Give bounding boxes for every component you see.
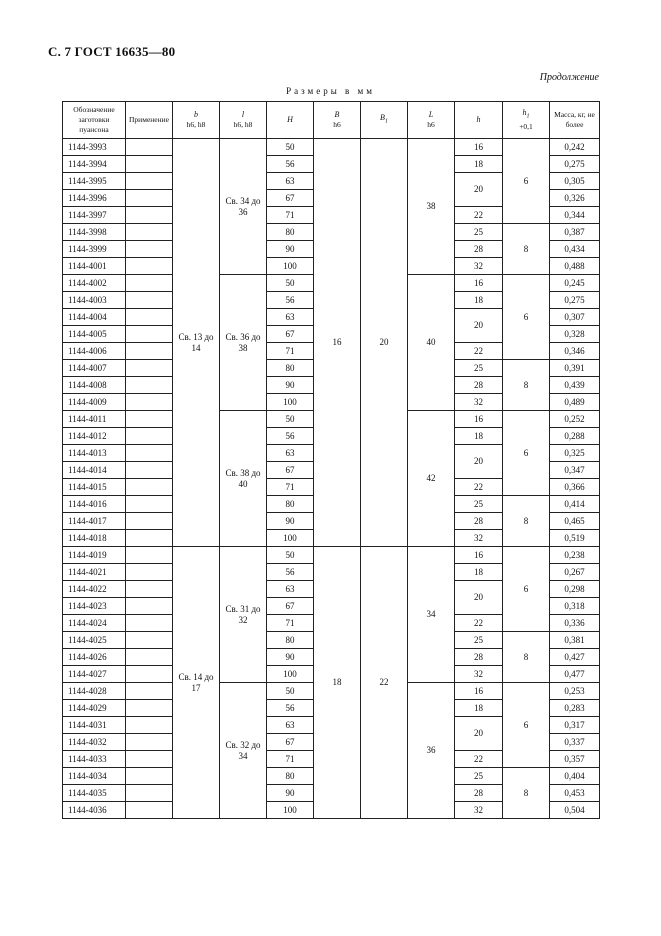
cell-designation: 1144-4029 (63, 700, 126, 717)
cell-h: 20 (455, 309, 503, 343)
cell-application (126, 275, 173, 292)
cell-application (126, 734, 173, 751)
cell-designation: 1144-4012 (63, 428, 126, 445)
cell-h1: 8 (503, 360, 550, 411)
cell-H: 90 (267, 785, 314, 802)
cell-l: Св. 34 до 36 (220, 139, 267, 275)
header-l: l h6, h8 (220, 102, 267, 139)
cell-B: 18 (314, 547, 361, 819)
cell-H: 63 (267, 581, 314, 598)
cell-l: Св. 38 до 40 (220, 411, 267, 547)
cell-h1: 8 (503, 632, 550, 683)
cell-H: 56 (267, 564, 314, 581)
cell-h1: 8 (503, 768, 550, 819)
cell-h: 28 (455, 513, 503, 530)
cell-H: 63 (267, 717, 314, 734)
cell-H: 80 (267, 360, 314, 377)
header-application: Применение (126, 102, 173, 139)
cell-designation: 1144-4027 (63, 666, 126, 683)
cell-application (126, 649, 173, 666)
cell-application (126, 241, 173, 258)
cell-mass: 0,305 (550, 173, 600, 190)
cell-h: 20 (455, 173, 503, 207)
cell-designation: 1144-3997 (63, 207, 126, 224)
cell-application (126, 207, 173, 224)
cell-H: 67 (267, 326, 314, 343)
cell-H: 63 (267, 309, 314, 326)
cell-H: 80 (267, 224, 314, 241)
cell-application (126, 224, 173, 241)
cell-mass: 0,347 (550, 462, 600, 479)
cell-H: 100 (267, 394, 314, 411)
cell-mass: 0,453 (550, 785, 600, 802)
cell-L: 34 (408, 547, 455, 683)
cell-mass: 0,253 (550, 683, 600, 700)
cell-designation: 1144-4006 (63, 343, 126, 360)
cell-application (126, 139, 173, 156)
cell-designation: 1144-4022 (63, 581, 126, 598)
cell-designation: 1144-4023 (63, 598, 126, 615)
cell-mass: 0,288 (550, 428, 600, 445)
cell-application (126, 598, 173, 615)
cell-application (126, 445, 173, 462)
cell-application (126, 428, 173, 445)
cell-mass: 0,275 (550, 156, 600, 173)
cell-mass: 0,381 (550, 632, 600, 649)
cell-designation: 1144-4035 (63, 785, 126, 802)
cell-h: 16 (455, 411, 503, 428)
cell-application (126, 360, 173, 377)
cell-H: 67 (267, 462, 314, 479)
cell-h1: 6 (503, 275, 550, 360)
cell-H: 67 (267, 190, 314, 207)
table-body (63, 139, 600, 819)
cell-designation: 1144-4001 (63, 258, 126, 275)
cell-h1: 8 (503, 496, 550, 547)
cell-mass: 0,326 (550, 190, 600, 207)
cell-mass: 0,238 (550, 547, 600, 564)
cell-mass: 0,336 (550, 615, 600, 632)
cell-application (126, 292, 173, 309)
cell-mass: 0,245 (550, 275, 600, 292)
cell-application (126, 394, 173, 411)
cell-H: 50 (267, 411, 314, 428)
cell-mass: 0,252 (550, 411, 600, 428)
cell-H: 50 (267, 547, 314, 564)
cell-designation: 1144-4019 (63, 547, 126, 564)
cell-b: Св. 14 до 17 (173, 547, 220, 819)
cell-mass: 0,404 (550, 768, 600, 785)
cell-application (126, 309, 173, 326)
cell-H: 80 (267, 632, 314, 649)
cell-mass: 0,317 (550, 717, 600, 734)
table-row (63, 139, 600, 156)
cell-h: 32 (455, 666, 503, 683)
cell-application (126, 547, 173, 564)
cell-H: 63 (267, 173, 314, 190)
cell-designation: 1144-3996 (63, 190, 126, 207)
cell-mass: 0,519 (550, 530, 600, 547)
cell-designation: 1144-3998 (63, 224, 126, 241)
cell-B1: 20 (361, 139, 408, 547)
cell-H: 100 (267, 666, 314, 683)
cell-mass: 0,489 (550, 394, 600, 411)
cell-l: Св. 31 до 32 (220, 547, 267, 683)
cell-application (126, 326, 173, 343)
cell-mass: 0,465 (550, 513, 600, 530)
cell-application (126, 802, 173, 819)
cell-application (126, 581, 173, 598)
cell-h: 25 (455, 632, 503, 649)
cell-designation: 1144-4014 (63, 462, 126, 479)
header-B1: $B_1$ (361, 102, 408, 139)
cell-H: 56 (267, 428, 314, 445)
cell-designation: 1144-4004 (63, 309, 126, 326)
cell-mass: 0,344 (550, 207, 600, 224)
cell-h: 18 (455, 564, 503, 581)
header-h1: $h_1$ +0,1 (503, 102, 550, 139)
cell-mass: 0,391 (550, 360, 600, 377)
cell-L: 38 (408, 139, 455, 275)
cell-h: 28 (455, 241, 503, 258)
header-L: L h6 (408, 102, 455, 139)
cell-designation: 1144-4008 (63, 377, 126, 394)
cell-mass: 0,318 (550, 598, 600, 615)
cell-H: 63 (267, 445, 314, 462)
cell-H: 50 (267, 139, 314, 156)
cell-application (126, 666, 173, 683)
cell-mass: 0,346 (550, 343, 600, 360)
header-h: h (455, 102, 503, 139)
cell-H: 71 (267, 751, 314, 768)
cell-application (126, 530, 173, 547)
cell-designation: 1144-3995 (63, 173, 126, 190)
cell-mass: 0,504 (550, 802, 600, 819)
cell-designation: 1144-4033 (63, 751, 126, 768)
cell-h: 28 (455, 649, 503, 666)
cell-H: 56 (267, 156, 314, 173)
cell-h: 18 (455, 156, 503, 173)
cell-H: 100 (267, 530, 314, 547)
cell-h: 20 (455, 445, 503, 479)
table-row (63, 547, 600, 564)
cell-h1: 6 (503, 683, 550, 768)
cell-mass: 0,477 (550, 666, 600, 683)
cell-L: 40 (408, 275, 455, 411)
cell-h: 22 (455, 207, 503, 224)
cell-designation: 1144-4034 (63, 768, 126, 785)
header-b: b h6, h8 (173, 102, 220, 139)
cell-H: 71 (267, 615, 314, 632)
cell-application (126, 564, 173, 581)
cell-mass: 0,414 (550, 496, 600, 513)
cell-designation: 1144-4017 (63, 513, 126, 530)
table-header-row (63, 102, 600, 139)
cell-H: 80 (267, 768, 314, 785)
cell-designation: 1144-4032 (63, 734, 126, 751)
cell-h1: 6 (503, 411, 550, 496)
cell-H: 90 (267, 241, 314, 258)
continuation-label: Продолжение (539, 72, 599, 83)
cell-h: 25 (455, 224, 503, 241)
cell-designation: 1144-3994 (63, 156, 126, 173)
cell-application (126, 785, 173, 802)
cell-H: 67 (267, 734, 314, 751)
cell-application (126, 173, 173, 190)
cell-h: 32 (455, 394, 503, 411)
cell-application (126, 258, 173, 275)
cell-application (126, 411, 173, 428)
cell-application (126, 632, 173, 649)
cell-application (126, 717, 173, 734)
cell-l: Св. 36 до 38 (220, 275, 267, 411)
cell-B: 16 (314, 139, 361, 547)
cell-designation: 1144-4018 (63, 530, 126, 547)
cell-h: 32 (455, 258, 503, 275)
cell-H: 56 (267, 700, 314, 717)
cell-mass: 0,427 (550, 649, 600, 666)
table-caption: Размеры в мм (286, 86, 375, 96)
cell-mass: 0,267 (550, 564, 600, 581)
cell-h: 25 (455, 496, 503, 513)
cell-h1: 6 (503, 547, 550, 632)
cell-mass: 0,242 (550, 139, 600, 156)
cell-mass: 0,439 (550, 377, 600, 394)
cell-designation: 1144-4016 (63, 496, 126, 513)
cell-H: 100 (267, 802, 314, 819)
cell-mass: 0,488 (550, 258, 600, 275)
cell-application (126, 496, 173, 513)
cell-designation: 1144-4021 (63, 564, 126, 581)
cell-mass: 0,283 (550, 700, 600, 717)
cell-H: 80 (267, 496, 314, 513)
cell-mass: 0,387 (550, 224, 600, 241)
header-designation: Обозначение заготовки пуансона (63, 102, 126, 139)
cell-H: 71 (267, 207, 314, 224)
cell-application (126, 683, 173, 700)
cell-designation: 1144-4002 (63, 275, 126, 292)
cell-h: 28 (455, 785, 503, 802)
cell-designation: 1144-4028 (63, 683, 126, 700)
cell-application (126, 479, 173, 496)
cell-h: 18 (455, 700, 503, 717)
cell-designation: 1144-4005 (63, 326, 126, 343)
cell-h1: 6 (503, 139, 550, 224)
cell-designation: 1144-4011 (63, 411, 126, 428)
dimensions-table (62, 101, 600, 819)
cell-designation: 1144-4024 (63, 615, 126, 632)
cell-H: 50 (267, 275, 314, 292)
cell-application (126, 513, 173, 530)
cell-mass: 0,366 (550, 479, 600, 496)
cell-designation: 1144-4015 (63, 479, 126, 496)
cell-application (126, 377, 173, 394)
cell-designation: 1144-4036 (63, 802, 126, 819)
cell-application (126, 768, 173, 785)
cell-h: 22 (455, 479, 503, 496)
cell-h: 16 (455, 275, 503, 292)
cell-H: 100 (267, 258, 314, 275)
cell-b: Св. 13 до 14 (173, 139, 220, 547)
cell-mass: 0,275 (550, 292, 600, 309)
page-header: С. 7 ГОСТ 16635—80 (48, 44, 176, 59)
cell-h: 16 (455, 683, 503, 700)
cell-mass: 0,307 (550, 309, 600, 326)
cell-h: 25 (455, 768, 503, 785)
cell-application (126, 615, 173, 632)
cell-application (126, 751, 173, 768)
cell-application (126, 156, 173, 173)
cell-B1: 22 (361, 547, 408, 819)
cell-h: 22 (455, 343, 503, 360)
cell-h: 32 (455, 530, 503, 547)
cell-h1: 8 (503, 224, 550, 275)
cell-h: 16 (455, 139, 503, 156)
cell-h: 25 (455, 360, 503, 377)
cell-application (126, 462, 173, 479)
cell-mass: 0,337 (550, 734, 600, 751)
cell-h: 20 (455, 581, 503, 615)
cell-h: 32 (455, 802, 503, 819)
cell-designation: 1144-4003 (63, 292, 126, 309)
cell-H: 50 (267, 683, 314, 700)
header-H: H (267, 102, 314, 139)
cell-designation: 1144-4025 (63, 632, 126, 649)
cell-h: 16 (455, 547, 503, 564)
cell-H: 71 (267, 479, 314, 496)
cell-designation: 1144-4026 (63, 649, 126, 666)
cell-L: 36 (408, 683, 455, 819)
cell-mass: 0,325 (550, 445, 600, 462)
header-B: B h6 (314, 102, 361, 139)
cell-mass: 0,328 (550, 326, 600, 343)
cell-mass: 0,298 (550, 581, 600, 598)
cell-h: 22 (455, 751, 503, 768)
cell-h: 18 (455, 292, 503, 309)
cell-designation: 1144-3993 (63, 139, 126, 156)
cell-H: 90 (267, 513, 314, 530)
cell-application (126, 700, 173, 717)
cell-H: 90 (267, 649, 314, 666)
cell-H: 67 (267, 598, 314, 615)
cell-l: Св. 32 до 34 (220, 683, 267, 819)
cell-mass: 0,357 (550, 751, 600, 768)
cell-designation: 1144-4013 (63, 445, 126, 462)
cell-L: 42 (408, 411, 455, 547)
cell-designation: 1144-4031 (63, 717, 126, 734)
cell-h: 18 (455, 428, 503, 445)
cell-designation: 1144-4009 (63, 394, 126, 411)
cell-designation: 1144-3999 (63, 241, 126, 258)
cell-h: 22 (455, 615, 503, 632)
cell-application (126, 190, 173, 207)
cell-mass: 0,434 (550, 241, 600, 258)
cell-h: 28 (455, 377, 503, 394)
cell-designation: 1144-4007 (63, 360, 126, 377)
cell-H: 90 (267, 377, 314, 394)
cell-application (126, 343, 173, 360)
header-mass: Масса, кг, не более (550, 102, 600, 139)
cell-H: 71 (267, 343, 314, 360)
cell-h: 20 (455, 717, 503, 751)
cell-H: 56 (267, 292, 314, 309)
